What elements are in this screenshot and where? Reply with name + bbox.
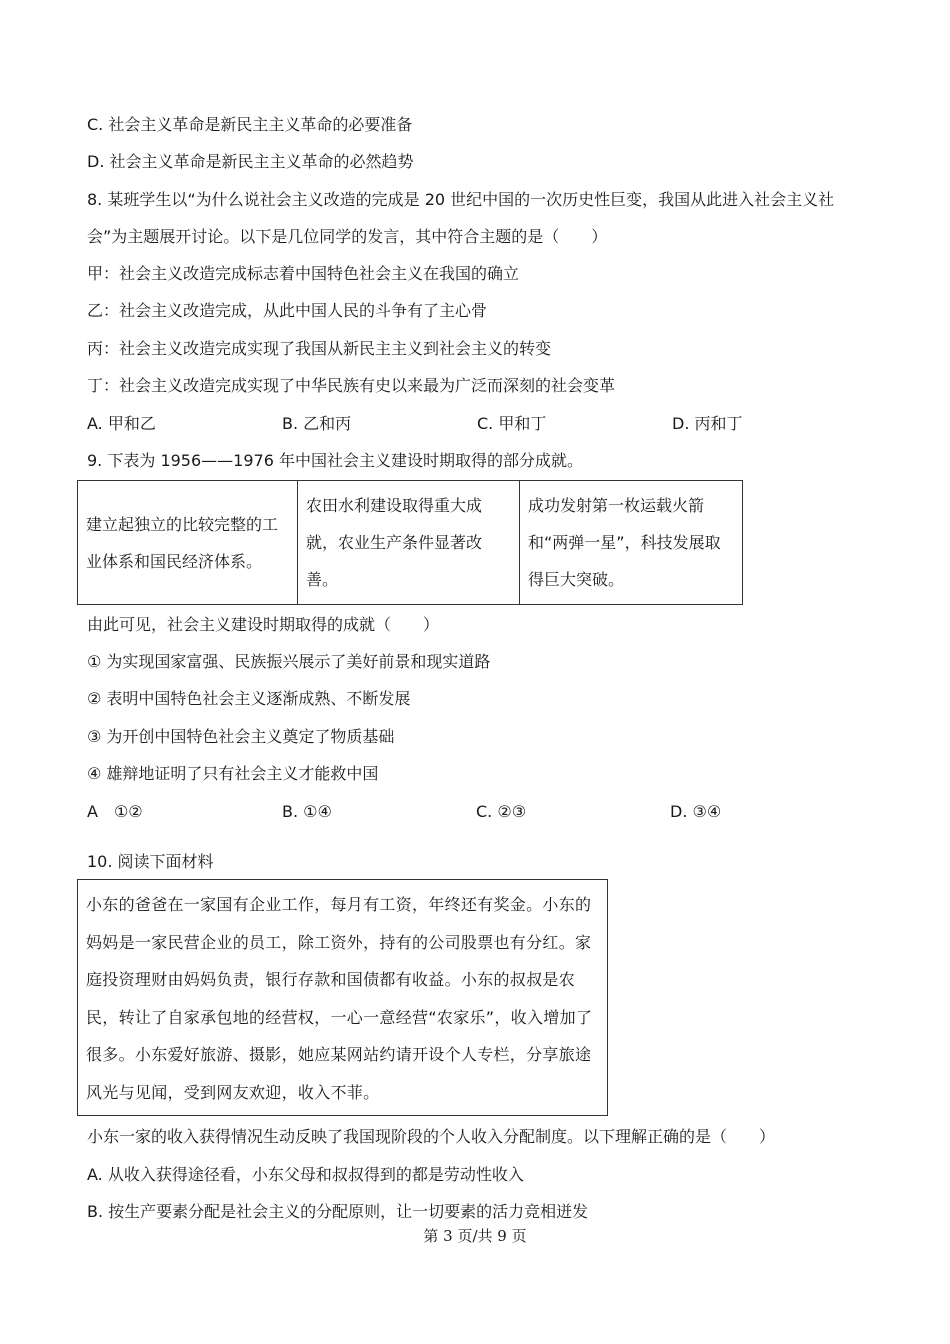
q9-stem: 9. 下表为 1956——1976 年中国社会主义建设时期取得的部分成就。 bbox=[87, 451, 583, 470]
q8-stem-line2: 会”为主题展开讨论。以下是几位同学的发言，其中符合主题的是（ ） bbox=[87, 227, 608, 246]
q10-stem: 10. 阅读下面材料 bbox=[87, 852, 214, 871]
q8-statement-bing: 丙：社会主义改造完成实现了我国从新民主主义到社会主义的转变 bbox=[87, 339, 552, 358]
q8-option-c: C. 甲和丁 bbox=[477, 414, 547, 433]
q9-item-3: ③ 为开创中国特色社会主义奠定了物质基础 bbox=[87, 727, 395, 746]
q10-option-a: A. 从收入获得途径看，小东父母和叔叔得到的都是劳动性收入 bbox=[87, 1165, 524, 1184]
q10-question: 小东一家的收入获得情况生动反映了我国现阶段的个人收入分配制度。以下理解正确的是（ ） bbox=[87, 1127, 776, 1146]
q8-option-a: A. 甲和乙 bbox=[87, 414, 156, 433]
q7-option-d: D. 社会主义革命是新民主主义革命的必然趋势 bbox=[87, 152, 414, 171]
q9-option-d: D. ③④ bbox=[670, 802, 722, 821]
q9-option-c: C. ②③ bbox=[476, 802, 527, 821]
q8-option-b: B. 乙和丙 bbox=[282, 414, 352, 433]
q8-statement-ding: 丁：社会主义改造完成实现了中华民族有史以来最为广泛而深刻的社会变革 bbox=[87, 376, 616, 395]
q8-option-d: D. 丙和丁 bbox=[672, 414, 743, 433]
q9-item-4: ④ 雄辩地证明了只有社会主义才能救中国 bbox=[87, 764, 379, 783]
table-cell-industry: 建立起独立的比较完整的工业体系和国民经济体系。 bbox=[78, 481, 298, 605]
q8-statement-yi: 乙：社会主义改造完成，从此中国人民的斗争有了主心骨 bbox=[87, 301, 488, 320]
table-row bbox=[78, 481, 743, 605]
q9-achievement-table bbox=[77, 480, 743, 605]
q8-statement-jia: 甲：社会主义改造完成标志着中国特色社会主义在我国的确立 bbox=[87, 264, 520, 283]
q9-option-b: B. ①④ bbox=[282, 802, 332, 821]
q9-item-1: ① 为实现国家富强、民族振兴展示了美好前景和现实道路 bbox=[87, 652, 491, 671]
q9-item-2: ② 表明中国特色社会主义逐渐成熟、不断发展 bbox=[87, 689, 411, 708]
table-cell-agriculture: 农田水利建设取得重大成就，农业生产条件显著改善。 bbox=[298, 481, 520, 605]
q8-stem-line1: 8. 某班学生以“为什么说社会主义改造的完成是 20 世纪中国的一次历史性巨变，我国从此进入社会主义社 bbox=[87, 190, 835, 209]
table-cell-technology: 成功发射第一枚运载火箭和“两弹一星”，科技发展取得巨大突破。 bbox=[520, 481, 743, 605]
q9-option-a: A ①② bbox=[87, 802, 143, 821]
q10-material-box: 小东的爸爸在一家国有企业工作，每月有工资，年终还有奖金。小东的妈妈是一家民营企业的员工，除工资外，持有的公司股票也有分红。家庭投资理财由妈妈负责，银行存款和国债都有收益。小东的叔叔是农民，转让了自家承包地的经营权，一心一意经营“农家乐”，收入增加了很多。小东爱好旅游、摄影，她应某网站约请开设个人专栏，分享旅途风光与见闻，受到网友欢迎，收入不菲。 bbox=[77, 879, 608, 1116]
page-number: 第 3 页/共 9 页 bbox=[423, 1227, 527, 1245]
q7-option-c: C. 社会主义革命是新民主主义革命的必要准备 bbox=[87, 115, 413, 134]
q10-option-b: B. 按生产要素分配是社会主义的分配原则，让一切要素的活力竞相迸发 bbox=[87, 1202, 589, 1221]
q9-question: 由此可见，社会主义建设时期取得的成就（ ） bbox=[87, 615, 440, 634]
